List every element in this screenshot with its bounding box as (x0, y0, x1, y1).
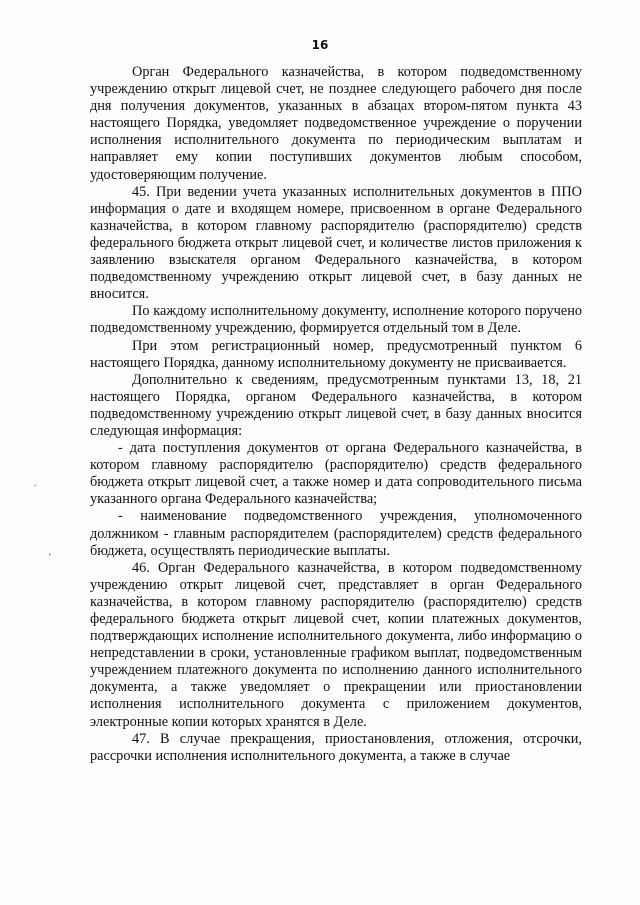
list-item: - дата поступления документов от органа Федерального казначейства, в котором главному распорядителю (распорядителю) средств федерального бюджета открыт лицевой счет, а также номер и дата сопроводительного письма указанного органа Федерального казначейства; (90, 440, 582, 508)
list-item: - наименование подведомственного учреждения, уполномоченного должником - главным распорядителем (распорядителем) средств федерального бюджета, осуществлять периодические выплаты. (90, 508, 582, 559)
paragraph: 45. При ведении учета указанных исполнительных документов в ППО информация о дате и входящем номере, присвоенном в органе Федерального казначейства, в котором главному распорядителю (распорядителю) средств федерального бюджета открыт лицевой счет, и количестве листов приложения к заявлению взыскателя органом Федерального казначейства, в котором подведомственному учреждению открыт лицевой счет, в базу данных не вносится. (90, 183, 582, 303)
page-number: 16 (311, 38, 329, 52)
scan-mark: ´ (32, 483, 38, 496)
paragraph: Дополнительно к сведениям, предусмотренным пунктами 13, 18, 21 настоящего Порядка, органом Федерального казначейства, в котором подведомственному учреждению открыт лицевой счет, в базу данных вносится следующая информация: (90, 371, 582, 439)
paragraph: Орган Федерального казначейства, в котором подведомственному учреждению открыт лицевой счет, не позднее следующего рабочего дня после дня получения документов, указанных в абзацах втором-пятом пункта 43 настоящего Порядка, уведомляет подведомственное учреждение о поручении исполнения исполнительного документа по периодическим выплатам и направляет ему копии поступивших документов любым способом, удостоверяющим получение. (90, 64, 582, 183)
document-body (90, 64, 582, 765)
scan-mark: , (48, 545, 52, 558)
paragraph: 46. Орган Федерального казначейства, в котором подведомственному учреждению открыт лицевой счет, представляет в орган Федерального казначейства, в котором главному распорядителю (распорядителю) средств федерального бюджета открыт лицевой счет, копии платежных документов, подтверждающих исполнение исполнительного документа, либо информацию о непредставлении в сроки, установленные графиком выплат, подведомственным учреждением платежного документа по исполнению данного исполнительного документа, а также уведомляет о прекращении или приостановлении исполнения исполнительного документа с приложением документов, электронные копии которых хранятся в Деле. (90, 559, 582, 730)
paragraph: 47. В случае прекращения, приостановления, отложения, отсрочки, рассрочки исполнения исполнительного документа, а также в случае (90, 730, 582, 764)
paragraph: При этом регистрационный номер, предусмотренный пунктом 6 настоящего Порядка, данному исполнительному документу не присваивается. (90, 337, 582, 371)
paragraph: По каждому исполнительному документу, исполнение которого поручено подведомственному учреждению, формируется отдельный том в Деле. (90, 303, 582, 337)
